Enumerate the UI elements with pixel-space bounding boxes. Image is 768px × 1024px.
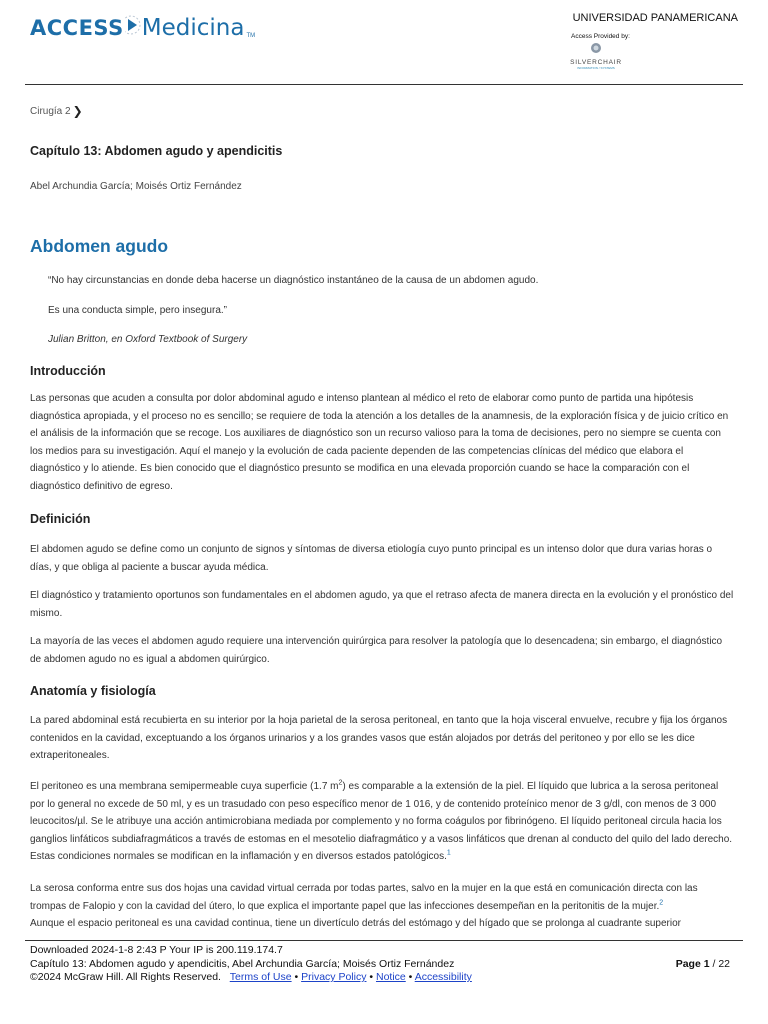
download-info: Downloaded 2024-1-8 2:43 P Your IP is 200.119.174.7 <box>30 944 283 956</box>
epigraph-source: Julian Britton, en Oxford Textbook of Surgery <box>48 334 248 345</box>
definition-paragraph-1: El abdomen agudo se define como un conjunto de signos y síntomas de diversa etiología cuyo punto principal es un intenso dolor que dura varias horas o días, y que obliga al paciente a buscar ayuda médica. <box>30 544 713 573</box>
page-total: / 22 <box>712 958 730 970</box>
notice-link[interactable]: Notice <box>375 971 406 983</box>
logo-access-text: ACCESS <box>30 15 124 40</box>
silverchair-globe-icon <box>590 42 602 54</box>
page-number <box>676 958 730 970</box>
heading-anatomia: Anatomía y fisiología <box>30 684 156 698</box>
privacy-policy-link[interactable]: Privacy Policy <box>301 971 367 983</box>
authors: Abel Archundia García; Moisés Ortiz Fernández <box>30 181 242 192</box>
reference-link-1[interactable]: 1 <box>446 849 451 857</box>
logo-medicina-text: Medicina <box>141 14 245 41</box>
copyright-line: ©2024 McGraw Hill. All Rights Reserved. Terms of Use • Privacy Policy • Notice • Accessibility <box>30 971 472 983</box>
breadcrumb-book[interactable]: Cirugía 2 <box>30 105 71 117</box>
definition-paragraph-2: El diagnóstico y tratamiento oportunos son fundamentales en el abdomen agudo, ya que el retraso afecta de manera directa en la evolución y el pronóstico del mismo. <box>30 590 734 619</box>
logo-arrow-icon <box>125 14 141 41</box>
page-footer <box>30 944 472 985</box>
chapter-title: Capítulo 13: Abdomen agudo y apendicitis <box>30 144 283 158</box>
heading-definicion: Definición <box>30 512 91 526</box>
anatomy-p3-text-a: La serosa conforma entre sus dos hojas una cavidad virtual cerrada por todas partes, salvo en la mujer en la que está en comunicación directa con las trompas de Falopio y con la cavidad del útero, lo que explica el importante papel que las infecciones desempeñan en la peritonitis de la mujer. <box>30 883 698 912</box>
page-current: Page 1 <box>675 958 710 970</box>
header-divider <box>25 84 743 85</box>
anatomy-p2-text-b: ) es comparable a la extensión de la piel. El líquido que lubrica a la serosa peritoneal por lo general no excede de 50 ml, y es un trasudado con peso específico menor de 1 016, y de contenido proteínico menor de 3 g/dl, con menos de 3 000 leucocitos/µl. Se le atribuye una acción antimicrobiana mediada por complemento y no forma coágulos por fibrinógeno. El líquido peritoneal circula hacia los ganglios linfáticos subdiafragmáticos a través de estomas en el mesotelio diafragmático y a vasos linfáticos que drenan al conducto del quilo del lado derecho. Estas condiciones normales se modifican en la inflamación y en diversos estados patológicos. <box>30 781 733 862</box>
intro-paragraph: Las personas que acuden a consulta por dolor abdominal agudo e intenso plantean al médico el reto de elaborar como punto de partida una hipótesis diagnóstica apropiada, y el proceso no es sencillo; se requiere de toda la atención a los detalles de la anamnesis, de la exploración física y de juicio crítico en el análisis de la información que se recoge. Los auxiliares de diagnóstico son un recurso valioso para la toma de decisiones, pero no siempre se cuenta con los medios para su investigación. Aquí el manejo y la evolución de cada paciente dependen de las competencias clínicas del médico que elabora el diagnóstico y lo atiende. Es bien conocido que el diagnóstico presunto se modifica en una elevada proporción cuando se hace la comparación con el diagnóstico definitivo de egreso. <box>30 393 729 492</box>
definition-paragraph-3: La mayoría de las veces el abdomen agudo requiere una intervención quirúrgica para resolver la patología que lo desencadena; sin embargo, el diagnóstico de abdomen agudo no es igual a abdomen quirúrgico. <box>30 636 723 665</box>
silverchair-logo <box>569 41 623 70</box>
copyright-text: ©2024 McGraw Hill. All Rights Reserved. <box>30 971 221 983</box>
anatomy-paragraph-2 <box>30 778 734 866</box>
footer-divider <box>25 940 743 941</box>
citation: Capítulo 13: Abdomen agudo y apendicitis, Abel Archundia García; Moisés Ortiz Fernández <box>30 957 455 970</box>
logo-trademark: TM <box>246 33 256 39</box>
anatomy-p3-text-b: Aunque el espacio peritoneal es una cavidad continua, tiene un divertículo detrás del estómago y del hígado que se prolonga al cuadrante superior <box>30 918 681 929</box>
anatomy-p2-text-a: El peritoneo es una membrana semipermeable cuya superficie (1.7 m <box>30 781 339 792</box>
section-title: Abdomen agudo <box>30 236 169 256</box>
page-header <box>0 0 768 86</box>
silverchair-wordmark: SILVERCHAIR <box>570 59 622 66</box>
silverchair-subtitle: INFORMATION / SYSTEMS <box>577 66 615 70</box>
institution-name: UNIVERSIDAD PANAMERICANA <box>572 12 738 24</box>
superscript-2: 2 <box>338 779 343 787</box>
epigraph-line-2: Es una conducta simple, pero insegura.” <box>48 305 227 316</box>
terms-of-use-link[interactable]: Terms of Use <box>229 971 292 983</box>
anatomy-paragraph-3 <box>30 880 734 933</box>
accessibility-link[interactable]: Accessibility <box>414 971 472 983</box>
breadcrumb[interactable] <box>30 104 83 118</box>
anatomy-paragraph-1: La pared abdominal está recubierta en su interior por la hoja parietal de la serosa peritoneal, en tanto que la hoja visceral envuelve, recubre y fija los órganos contenidos en la cavidad, exceptuando a los órganos urinarios y a los grandes vasos que están alojados por detrás del peritoneo y por ello se les dice extraperitoneales. <box>30 715 728 761</box>
access-provided-label: Access Provided by: <box>571 33 630 40</box>
heading-introduccion: Introducción <box>30 364 106 378</box>
epigraph-line-1: “No hay circunstancias en donde deba hacerse un diagnóstico instantáneo de la causa de un abdomen agudo. <box>48 275 539 286</box>
chevron-right-icon: ❯ <box>72 104 83 118</box>
accessmedicina-logo[interactable] <box>30 14 255 41</box>
reference-link-2[interactable]: 2 <box>659 899 664 907</box>
